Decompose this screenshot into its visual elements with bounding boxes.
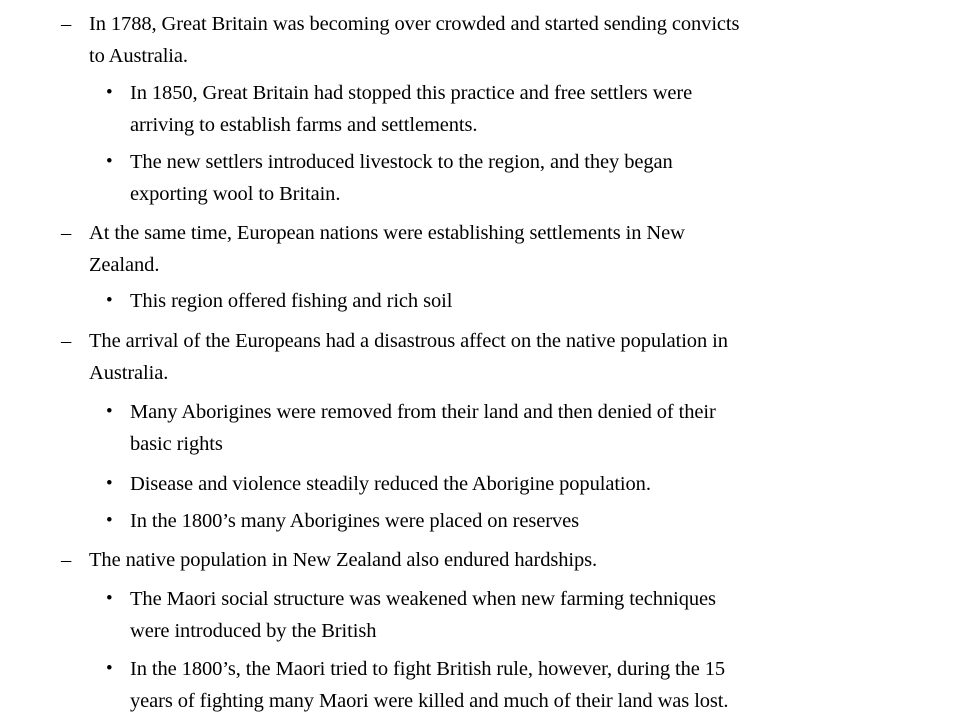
item-text-line: years of fighting many Maori were killed and much of their land was lost. xyxy=(130,690,729,712)
item-text-line: basic rights xyxy=(130,433,223,455)
item-text-line: were introduced by the British xyxy=(130,620,377,642)
bullet-marker: • xyxy=(106,401,113,422)
level1-item xyxy=(61,8,740,72)
level2-item xyxy=(106,505,579,537)
dash-marker: – xyxy=(61,13,72,35)
level2-item xyxy=(106,396,716,460)
bullet-marker: • xyxy=(106,473,113,494)
item-text-line: This region offered fishing and rich soil xyxy=(130,290,453,312)
item-text-line: Australia. xyxy=(89,362,169,384)
dash-marker: – xyxy=(61,222,72,244)
level2-item xyxy=(106,77,693,141)
item-text-line: Many Aborigines were removed from their land and then denied of their xyxy=(130,401,716,423)
level1-item xyxy=(61,217,685,281)
bullet-marker: • xyxy=(106,588,113,609)
level1-item xyxy=(61,325,728,389)
dash-marker: – xyxy=(61,330,72,352)
item-text-line: In 1850, Great Britain had stopped this practice and free settlers were xyxy=(130,82,693,104)
item-text-line: In the 1800’s, the Maori tried to fight British rule, however, during the 15 xyxy=(130,658,726,680)
item-text-line: At the same time, European nations were establishing settlements in New xyxy=(89,222,685,244)
bullet-marker: • xyxy=(106,151,113,172)
level2-item xyxy=(106,146,673,210)
level2-item xyxy=(106,285,453,317)
item-text-line: In 1788, Great Britain was becoming over crowded and started sending convicts xyxy=(89,13,740,35)
bullet-marker: • xyxy=(106,658,113,679)
item-text-line: In the 1800’s many Aborigines were placed on reserves xyxy=(130,510,579,532)
item-text-line: to Australia. xyxy=(89,45,188,67)
item-text-line: Disease and violence steadily reduced the Aborigine population. xyxy=(130,473,651,495)
level2-item xyxy=(106,468,651,500)
item-text-line: The new settlers introduced livestock to the region, and they began xyxy=(130,151,673,173)
item-text-line: Zealand. xyxy=(89,254,160,276)
item-text-line: The arrival of the Europeans had a disastrous affect on the native population in xyxy=(89,330,728,352)
item-text-line: The native population in New Zealand also endured hardships. xyxy=(89,549,598,571)
item-text-line: exporting wool to Britain. xyxy=(130,183,341,205)
item-text-line: arriving to establish farms and settlements. xyxy=(130,114,478,136)
item-text-line: The Maori social structure was weakened when new farming techniques xyxy=(130,588,716,610)
level1-item xyxy=(61,544,598,576)
level2-item xyxy=(106,583,716,647)
bullet-marker: • xyxy=(106,82,113,103)
bullet-marker: • xyxy=(106,510,113,531)
bullet-marker: • xyxy=(106,290,113,311)
level2-item xyxy=(106,653,729,717)
dash-marker: – xyxy=(61,549,72,571)
